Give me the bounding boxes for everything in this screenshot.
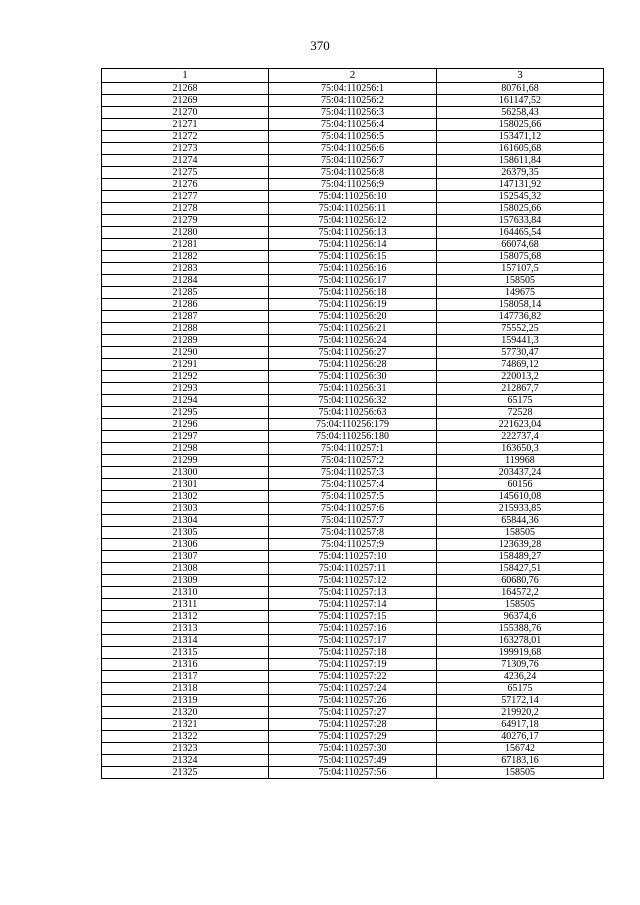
value-cell: 222737,4	[437, 431, 604, 443]
row-number-cell: 21305	[102, 527, 269, 539]
cadastral-number-cell: 75:04:110256:180	[269, 431, 437, 443]
row-number-cell: 21325	[102, 767, 269, 779]
value-cell: 66074,68	[437, 239, 604, 251]
cadastral-number-cell: 75:04:110256:12	[269, 215, 437, 227]
row-number-cell: 21285	[102, 287, 269, 299]
cadastral-number-cell: 75:04:110256:24	[269, 335, 437, 347]
table-row	[102, 491, 604, 503]
cadastral-number-cell: 75:04:110256:8	[269, 167, 437, 179]
cadastral-number-cell: 75:04:110257:7	[269, 515, 437, 527]
table-row	[102, 227, 604, 239]
cadastral-number-cell: 75:04:110256:18	[269, 287, 437, 299]
value-cell: 163278,01	[437, 635, 604, 647]
row-number-cell: 21286	[102, 299, 269, 311]
column-header-3: 3	[437, 69, 604, 83]
cadastral-number-cell: 75:04:110256:4	[269, 119, 437, 131]
value-cell: 60156	[437, 479, 604, 491]
table-row	[102, 671, 604, 683]
row-number-cell: 21271	[102, 119, 269, 131]
cadastral-number-cell: 75:04:110256:10	[269, 191, 437, 203]
row-number-cell: 21302	[102, 491, 269, 503]
cadastral-number-cell: 75:04:110257:13	[269, 587, 437, 599]
table-body	[102, 83, 604, 779]
cadastral-number-cell: 75:04:110256:13	[269, 227, 437, 239]
value-cell: 199919,68	[437, 647, 604, 659]
row-number-cell: 21287	[102, 311, 269, 323]
row-number-cell: 21308	[102, 563, 269, 575]
value-cell: 74869,12	[437, 359, 604, 371]
row-number-cell: 21279	[102, 215, 269, 227]
page-number: 370	[310, 38, 330, 53]
value-cell: 123639,28	[437, 539, 604, 551]
cadastral-number-cell: 75:04:110257:4	[269, 479, 437, 491]
value-cell: 60680,76	[437, 575, 604, 587]
row-number-cell: 21297	[102, 431, 269, 443]
value-cell: 164572,2	[437, 587, 604, 599]
cadastral-number-cell: 75:04:110257:10	[269, 551, 437, 563]
cadastral-number-cell: 75:04:110257:2	[269, 455, 437, 467]
table-row	[102, 623, 604, 635]
table-row	[102, 371, 604, 383]
row-number-cell: 21300	[102, 467, 269, 479]
cadastral-number-cell: 75:04:110257:15	[269, 611, 437, 623]
table-row	[102, 515, 604, 527]
value-cell: 158505	[437, 767, 604, 779]
cadastral-number-cell: 75:04:110256:16	[269, 263, 437, 275]
cadastral-number-cell: 75:04:110257:11	[269, 563, 437, 575]
value-cell: 145610,08	[437, 491, 604, 503]
column-header-1: 1	[102, 69, 269, 83]
table-row	[102, 131, 604, 143]
value-cell: 215933,85	[437, 503, 604, 515]
cadastral-number-cell: 75:04:110257:8	[269, 527, 437, 539]
value-cell: 65175	[437, 683, 604, 695]
cadastral-number-cell: 75:04:110257:56	[269, 767, 437, 779]
value-cell: 161605,68	[437, 143, 604, 155]
cadastral-number-cell: 75:04:110257:3	[269, 467, 437, 479]
cadastral-number-cell: 75:04:110256:27	[269, 347, 437, 359]
row-number-cell: 21311	[102, 599, 269, 611]
table-row	[102, 215, 604, 227]
row-number-cell: 21296	[102, 419, 269, 431]
cadastral-number-cell: 75:04:110256:20	[269, 311, 437, 323]
cadastral-number-cell: 75:04:110257:19	[269, 659, 437, 671]
table-row	[102, 539, 604, 551]
value-cell: 67183,16	[437, 755, 604, 767]
table-row	[102, 503, 604, 515]
cadastral-number-cell: 75:04:110256:19	[269, 299, 437, 311]
row-number-cell: 21310	[102, 587, 269, 599]
cadastral-number-cell: 75:04:110256:7	[269, 155, 437, 167]
cadastral-number-cell: 75:04:110256:28	[269, 359, 437, 371]
value-cell: 220013,2	[437, 371, 604, 383]
cadastral-number-cell: 75:04:110256:31	[269, 383, 437, 395]
column-header-2: 2	[269, 69, 437, 83]
cadastral-number-cell: 75:04:110256:14	[269, 239, 437, 251]
row-number-cell: 21309	[102, 575, 269, 587]
row-number-cell: 21283	[102, 263, 269, 275]
cadastral-number-cell: 75:04:110257:26	[269, 695, 437, 707]
row-number-cell: 21322	[102, 731, 269, 743]
value-cell: 158427,51	[437, 563, 604, 575]
value-cell: 65844,36	[437, 515, 604, 527]
cadastral-number-cell: 75:04:110256:32	[269, 395, 437, 407]
row-number-cell: 21303	[102, 503, 269, 515]
row-number-cell: 21289	[102, 335, 269, 347]
table-row	[102, 419, 604, 431]
row-number-cell: 21292	[102, 371, 269, 383]
row-number-cell: 21293	[102, 383, 269, 395]
row-number-cell: 21290	[102, 347, 269, 359]
table-header	[102, 69, 604, 83]
value-cell: 158505	[437, 275, 604, 287]
value-cell: 158505	[437, 527, 604, 539]
value-cell: 158025,66	[437, 119, 604, 131]
cadastral-number-cell: 75:04:110257:12	[269, 575, 437, 587]
table-row	[102, 203, 604, 215]
value-cell: 71309,76	[437, 659, 604, 671]
value-cell: 158075,68	[437, 251, 604, 263]
value-cell: 159441,3	[437, 335, 604, 347]
value-cell: 157107,5	[437, 263, 604, 275]
value-cell: 153471,12	[437, 131, 604, 143]
row-number-cell: 21288	[102, 323, 269, 335]
value-cell: 64917,18	[437, 719, 604, 731]
table-row	[102, 587, 604, 599]
table-row	[102, 575, 604, 587]
table-row	[102, 179, 604, 191]
table-row	[102, 395, 604, 407]
row-number-cell: 21307	[102, 551, 269, 563]
value-cell: 158611,84	[437, 155, 604, 167]
table-row	[102, 551, 604, 563]
table-row	[102, 635, 604, 647]
row-number-cell: 21295	[102, 407, 269, 419]
value-cell: 158505	[437, 599, 604, 611]
table-row	[102, 767, 604, 779]
value-cell: 157633,84	[437, 215, 604, 227]
value-cell: 158025,66	[437, 203, 604, 215]
row-number-cell: 21272	[102, 131, 269, 143]
cadastral-number-cell: 75:04:110256:6	[269, 143, 437, 155]
table-row	[102, 455, 604, 467]
cadastral-number-cell: 75:04:110257:17	[269, 635, 437, 647]
table-row	[102, 431, 604, 443]
cadastral-number-cell: 75:04:110256:5	[269, 131, 437, 143]
table-row	[102, 611, 604, 623]
value-cell: 119968	[437, 455, 604, 467]
table-row	[102, 335, 604, 347]
table-row	[102, 731, 604, 743]
value-cell: 26379,35	[437, 167, 604, 179]
table-row	[102, 95, 604, 107]
row-number-cell: 21280	[102, 227, 269, 239]
table-row	[102, 647, 604, 659]
row-number-cell: 21324	[102, 755, 269, 767]
table-row	[102, 287, 604, 299]
cadastral-number-cell: 75:04:110257:29	[269, 731, 437, 743]
table-row	[102, 323, 604, 335]
cadastral-number-cell: 75:04:110256:63	[269, 407, 437, 419]
table-row	[102, 407, 604, 419]
table-row	[102, 443, 604, 455]
value-cell: 149675	[437, 287, 604, 299]
row-number-cell: 21291	[102, 359, 269, 371]
table-row	[102, 563, 604, 575]
value-cell: 155388,76	[437, 623, 604, 635]
value-cell: 161147,52	[437, 95, 604, 107]
row-number-cell: 21320	[102, 707, 269, 719]
cadastral-number-cell: 75:04:110257:27	[269, 707, 437, 719]
cadastral-number-cell: 75:04:110257:14	[269, 599, 437, 611]
table-row	[102, 659, 604, 671]
row-number-cell: 21313	[102, 623, 269, 635]
table-row	[102, 155, 604, 167]
cadastral-number-cell: 75:04:110256:3	[269, 107, 437, 119]
value-cell: 219920,2	[437, 707, 604, 719]
value-cell: 57730,47	[437, 347, 604, 359]
row-number-cell: 21276	[102, 179, 269, 191]
cadastral-number-cell: 75:04:110257:28	[269, 719, 437, 731]
table-row	[102, 167, 604, 179]
value-cell: 158489,27	[437, 551, 604, 563]
value-cell: 4236,24	[437, 671, 604, 683]
row-number-cell: 21273	[102, 143, 269, 155]
table-row	[102, 599, 604, 611]
row-number-cell: 21269	[102, 95, 269, 107]
value-cell: 158058,14	[437, 299, 604, 311]
cadastral-number-cell: 75:04:110257:24	[269, 683, 437, 695]
row-number-cell: 21314	[102, 635, 269, 647]
row-number-cell: 21299	[102, 455, 269, 467]
cadastral-number-cell: 75:04:110257:16	[269, 623, 437, 635]
row-number-cell: 21268	[102, 83, 269, 95]
value-cell: 72528	[437, 407, 604, 419]
table-row	[102, 527, 604, 539]
cadastral-number-cell: 75:04:110256:1	[269, 83, 437, 95]
row-number-cell: 21315	[102, 647, 269, 659]
row-number-cell: 21301	[102, 479, 269, 491]
row-number-cell: 21323	[102, 743, 269, 755]
table-row	[102, 107, 604, 119]
cadastral-number-cell: 75:04:110257:30	[269, 743, 437, 755]
cadastral-number-cell: 75:04:110256:2	[269, 95, 437, 107]
value-cell: 203437,24	[437, 467, 604, 479]
table-row	[102, 743, 604, 755]
row-number-cell: 21277	[102, 191, 269, 203]
row-number-cell: 21281	[102, 239, 269, 251]
table-row	[102, 359, 604, 371]
cadastral-number-cell: 75:04:110257:22	[269, 671, 437, 683]
cadastral-number-cell: 75:04:110257:6	[269, 503, 437, 515]
table-row	[102, 479, 604, 491]
row-number-cell: 21312	[102, 611, 269, 623]
table-row	[102, 683, 604, 695]
row-number-cell: 21318	[102, 683, 269, 695]
value-cell: 80761,68	[437, 83, 604, 95]
row-number-cell: 21298	[102, 443, 269, 455]
table-row	[102, 383, 604, 395]
value-cell: 56258,43	[437, 107, 604, 119]
value-cell: 212867,7	[437, 383, 604, 395]
cadastral-number-cell: 75:04:110257:9	[269, 539, 437, 551]
value-cell: 163650,3	[437, 443, 604, 455]
value-cell: 57172,14	[437, 695, 604, 707]
table-row	[102, 347, 604, 359]
row-number-cell: 21304	[102, 515, 269, 527]
value-cell: 164465,54	[437, 227, 604, 239]
cadastral-number-cell: 75:04:110257:18	[269, 647, 437, 659]
table-row	[102, 755, 604, 767]
data-table	[101, 68, 604, 779]
table-row	[102, 239, 604, 251]
value-cell: 156742	[437, 743, 604, 755]
cadastral-number-cell: 75:04:110256:30	[269, 371, 437, 383]
value-cell: 147131,92	[437, 179, 604, 191]
table-row	[102, 83, 604, 95]
table-row	[102, 719, 604, 731]
row-number-cell: 21294	[102, 395, 269, 407]
table-row	[102, 467, 604, 479]
row-number-cell: 21278	[102, 203, 269, 215]
cadastral-number-cell: 75:04:110257:1	[269, 443, 437, 455]
row-number-cell: 21317	[102, 671, 269, 683]
header-row	[102, 69, 604, 83]
cadastral-number-cell: 75:04:110256:21	[269, 323, 437, 335]
table-row	[102, 143, 604, 155]
cadastral-number-cell: 75:04:110256:15	[269, 251, 437, 263]
table-row	[102, 251, 604, 263]
cadastral-number-cell: 75:04:110256:179	[269, 419, 437, 431]
value-cell: 152545,32	[437, 191, 604, 203]
table-row	[102, 191, 604, 203]
cadastral-number-cell: 75:04:110256:9	[269, 179, 437, 191]
row-number-cell: 21284	[102, 275, 269, 287]
table-row	[102, 311, 604, 323]
table-row	[102, 119, 604, 131]
value-cell: 221623,04	[437, 419, 604, 431]
row-number-cell: 21321	[102, 719, 269, 731]
row-number-cell: 21275	[102, 167, 269, 179]
cadastral-number-cell: 75:04:110256:17	[269, 275, 437, 287]
value-cell: 96374,6	[437, 611, 604, 623]
value-cell: 65175	[437, 395, 604, 407]
row-number-cell: 21274	[102, 155, 269, 167]
cadastral-number-cell: 75:04:110257:49	[269, 755, 437, 767]
row-number-cell: 21316	[102, 659, 269, 671]
table-row	[102, 275, 604, 287]
value-cell: 75552,25	[437, 323, 604, 335]
value-cell: 147736,82	[437, 311, 604, 323]
row-number-cell: 21306	[102, 539, 269, 551]
cadastral-number-cell: 75:04:110257:5	[269, 491, 437, 503]
row-number-cell: 21319	[102, 695, 269, 707]
table-row	[102, 263, 604, 275]
value-cell: 40276,17	[437, 731, 604, 743]
table-row	[102, 299, 604, 311]
table-row	[102, 695, 604, 707]
cadastral-number-cell: 75:04:110256:11	[269, 203, 437, 215]
row-number-cell: 21282	[102, 251, 269, 263]
table-row	[102, 707, 604, 719]
row-number-cell: 21270	[102, 107, 269, 119]
